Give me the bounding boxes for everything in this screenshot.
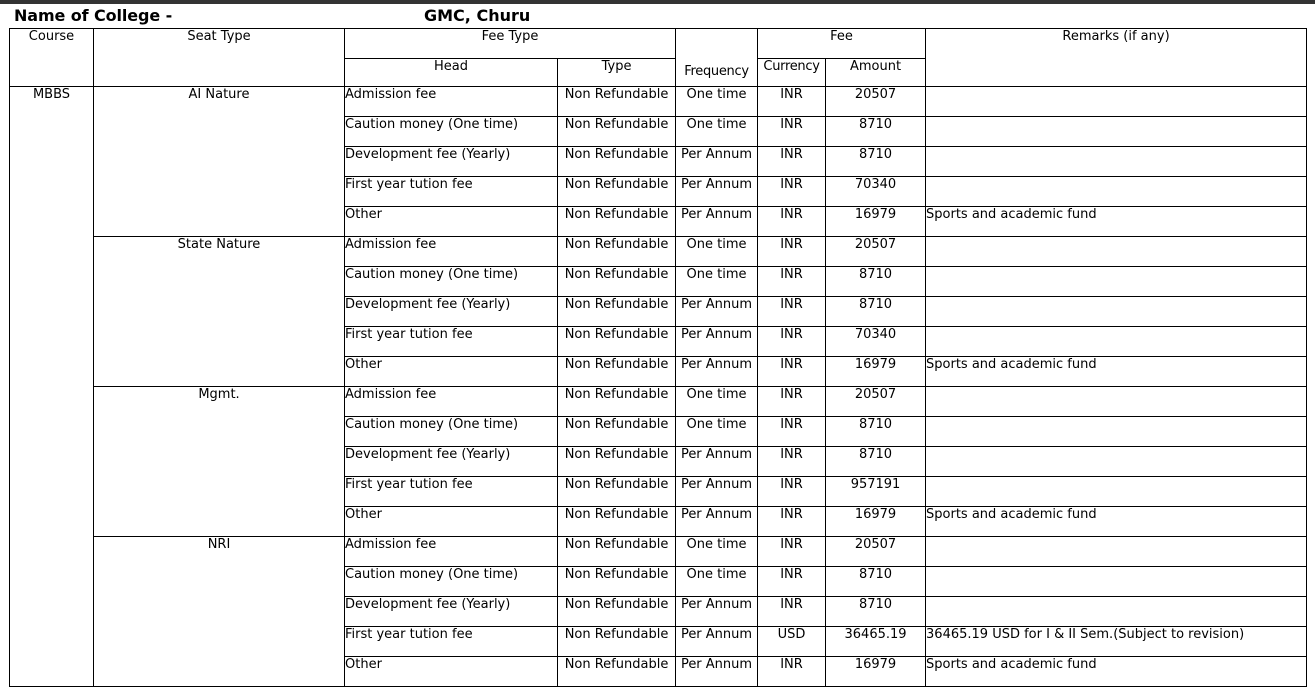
cell-currency: INR [758,177,826,207]
column-header-fee-type: Fee Type [345,29,676,59]
cell-remark [926,237,1307,267]
cell-amount: 8710 [826,297,926,327]
cell-currency: INR [758,597,826,627]
cell-frequency: Per Annum [676,357,758,387]
cell-frequency: Per Annum [676,327,758,357]
cell-fee-head: First year tution fee [345,327,558,357]
column-header-fee: Fee [758,29,926,59]
cell-remark [926,117,1307,147]
cell-currency: INR [758,567,826,597]
cell-fee-type: Non Refundable [558,507,676,537]
cell-currency: INR [758,357,826,387]
column-header-currency: Currency [758,59,826,87]
cell-fee-type: Non Refundable [558,597,676,627]
cell-fee-type: Non Refundable [558,117,676,147]
table-row [10,87,1307,117]
cell-fee-head: Admission fee [345,87,558,117]
cell-frequency: One time [676,117,758,147]
cell-fee-type: Non Refundable [558,387,676,417]
table-body [10,87,1307,687]
cell-remark [926,267,1307,297]
cell-fee-head: Admission fee [345,537,558,567]
cell-frequency: One time [676,567,758,597]
cell-fee-type: Non Refundable [558,657,676,687]
cell-fee-type: Non Refundable [558,87,676,117]
cell-currency: INR [758,537,826,567]
cell-frequency: Per Annum [676,297,758,327]
cell-remark [926,387,1307,417]
header-row-top [10,29,1307,59]
cell-fee-head: Development fee (Yearly) [345,597,558,627]
table-row [10,537,1307,567]
cell-fee-type: Non Refundable [558,237,676,267]
column-header-course: Course [10,29,94,87]
cell-frequency: One time [676,87,758,117]
cell-amount: 8710 [826,117,926,147]
cell-frequency: Per Annum [676,207,758,237]
cell-remark [926,597,1307,627]
cell-remark: Sports and academic fund [926,507,1307,537]
cell-currency: INR [758,237,826,267]
cell-fee-type: Non Refundable [558,327,676,357]
cell-amount: 8710 [826,417,926,447]
column-header-amount: Amount [826,59,926,87]
cell-amount: 8710 [826,267,926,297]
cell-amount: 70340 [826,177,926,207]
cell-currency: INR [758,657,826,687]
column-header-frequency: Frequency [676,29,758,87]
cell-fee-head: First year tution fee [345,477,558,507]
cell-fee-type: Non Refundable [558,567,676,597]
cell-amount: 16979 [826,507,926,537]
column-header-remarks: Remarks (if any) [926,29,1307,87]
cell-seat-type: State Nature [94,237,345,387]
cell-amount: 20507 [826,87,926,117]
cell-frequency: Per Annum [676,507,758,537]
cell-fee-type: Non Refundable [558,417,676,447]
cell-fee-type: Non Refundable [558,447,676,477]
cell-fee-head: Other [345,507,558,537]
cell-amount: 20507 [826,387,926,417]
cell-remark: Sports and academic fund [926,207,1307,237]
cell-remark [926,447,1307,477]
cell-seat-type: Mgmt. [94,387,345,537]
cell-currency: INR [758,87,826,117]
cell-amount: 20507 [826,237,926,267]
cell-fee-head: Caution money (One time) [345,417,558,447]
cell-amount: 8710 [826,597,926,627]
cell-frequency: One time [676,267,758,297]
cell-frequency: One time [676,387,758,417]
cell-remark [926,177,1307,207]
cell-frequency: One time [676,537,758,567]
cell-amount: 36465.19 [826,627,926,657]
cell-amount: 8710 [826,447,926,477]
cell-fee-head: Other [345,657,558,687]
cell-currency: INR [758,447,826,477]
cell-frequency: Per Annum [676,447,758,477]
cell-remark: Sports and academic fund [926,657,1307,687]
cell-frequency: Per Annum [676,147,758,177]
cell-fee-type: Non Refundable [558,627,676,657]
cell-fee-type: Non Refundable [558,177,676,207]
cell-currency: INR [758,477,826,507]
cell-currency: USD [758,627,826,657]
cell-fee-head: Development fee (Yearly) [345,447,558,477]
cell-frequency: One time [676,417,758,447]
cell-fee-head: First year tution fee [345,177,558,207]
cell-seat-type: NRI [94,537,345,687]
cell-currency: INR [758,387,826,417]
cell-fee-head: Admission fee [345,387,558,417]
cell-fee-type: Non Refundable [558,537,676,567]
cell-frequency: Per Annum [676,477,758,507]
cell-amount: 8710 [826,567,926,597]
column-header-seat-type: Seat Type [94,29,345,87]
cell-remark [926,327,1307,357]
fee-structure-table [9,28,1307,687]
cell-fee-type: Non Refundable [558,147,676,177]
cell-frequency: Per Annum [676,177,758,207]
cell-remark [926,537,1307,567]
cell-currency: INR [758,267,826,297]
cell-remark [926,297,1307,327]
cell-fee-type: Non Refundable [558,267,676,297]
cell-currency: INR [758,507,826,537]
cell-fee-head: Other [345,207,558,237]
cell-course: MBBS [10,87,94,687]
cell-amount: 8710 [826,147,926,177]
cell-fee-head: Caution money (One time) [345,567,558,597]
cell-remark: 36465.19 USD for I & II Sem.(Subject to revision) [926,627,1307,657]
cell-amount: 16979 [826,657,926,687]
cell-amount: 957191 [826,477,926,507]
cell-fee-head: Development fee (Yearly) [345,147,558,177]
cell-frequency: Per Annum [676,657,758,687]
cell-remark [926,417,1307,447]
cell-frequency: Per Annum [676,597,758,627]
table-row [10,237,1307,267]
cell-fee-type: Non Refundable [558,357,676,387]
cell-currency: INR [758,117,826,147]
college-name: GMC, Churu [424,6,531,25]
cell-currency: INR [758,327,826,357]
cell-frequency: One time [676,237,758,267]
cell-currency: INR [758,147,826,177]
cell-currency: INR [758,297,826,327]
cell-currency: INR [758,207,826,237]
cell-fee-head: Admission fee [345,237,558,267]
cell-fee-head: First year tution fee [345,627,558,657]
cell-seat-type: AI Nature [94,87,345,237]
college-label: Name of College - [14,6,173,25]
cell-remark [926,87,1307,117]
cell-remark: Sports and academic fund [926,357,1307,387]
cell-remark [926,477,1307,507]
cell-fee-type: Non Refundable [558,477,676,507]
column-header-type: Type [558,59,676,87]
cell-fee-head: Other [345,357,558,387]
document-title-bar [0,4,1315,28]
cell-remark [926,147,1307,177]
cell-amount: 70340 [826,327,926,357]
column-header-head: Head [345,59,558,87]
table-row [10,387,1307,417]
cell-amount: 20507 [826,537,926,567]
cell-fee-head: Development fee (Yearly) [345,297,558,327]
cell-amount: 16979 [826,357,926,387]
cell-currency: INR [758,417,826,447]
cell-fee-head: Caution money (One time) [345,267,558,297]
cell-remark [926,567,1307,597]
cell-amount: 16979 [826,207,926,237]
cell-frequency: Per Annum [676,627,758,657]
cell-fee-type: Non Refundable [558,207,676,237]
cell-fee-type: Non Refundable [558,297,676,327]
cell-fee-head: Caution money (One time) [345,117,558,147]
table-header [10,29,1307,87]
